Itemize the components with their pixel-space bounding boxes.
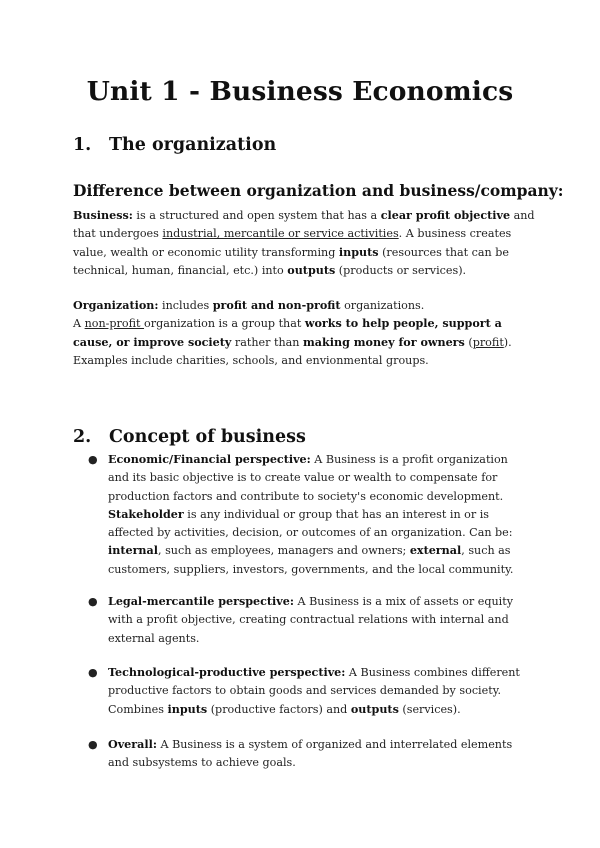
section-1-number: 1. [73,135,92,155]
organization-term: Organization: [73,299,159,312]
bullet-overall [88,736,528,773]
bullet-economic-bold-stakeholder: Stakeholder [108,507,184,521]
bullet-technological-text-1: A Business combines different productive factors to obtain goods and services demanded by society. Combines [108,666,520,716]
organization-paragraph [73,297,543,370]
bullet-technological-bold-outputs: outputs [350,702,399,716]
subheading-difference: Difference between organization and business/company: [73,181,564,200]
business-text-3: . A business creates value, wealth or economic utility transforming [73,227,512,259]
organization-underlined-nonprofit: non-profit [84,317,145,331]
bullet-legal-text: A Business is a mix of assets or equity with a profit objective, creating contractual relations with internal and external agents. [108,595,514,645]
bullet-economic-text-3: , such as employees, managers and owners; [158,544,410,558]
bullet-technological-text-3: (services). [398,702,461,716]
business-bold-outputs: outputs [287,263,336,277]
business-text-4: (resources that can be technical, human, financial, etc.) into [73,245,510,277]
bullet-economic [88,451,528,579]
organization-text-4: organization is a group that [144,317,305,331]
bullet-technological-term: Technological-productive perspective: [108,666,346,679]
bullet-overall-term: Overall: [108,738,157,751]
bullet-technological-bold-inputs: inputs [167,702,208,716]
business-text-5: (products or services). [335,263,467,277]
organization-text-5: rather than [231,335,304,349]
bullet-economic-bold-internal: internal [108,544,158,558]
bullet-dot-icon: ● [88,453,98,466]
bullet-economic-text-4: , such as customers, suppliers, investors, governments, and the local community. [108,544,514,576]
business-text-1: is a structured and open system that has a [132,209,381,222]
bullet-economic-text-1: A Business is a profit organization and its basic objective is to create value or wealth to compensate for production factors and contribute to society's economic development. [108,453,508,503]
bullet-legal-term: Legal-mercantile perspective: [108,595,294,608]
section-2-title: Concept of business [109,427,306,447]
section-1-title: The organization [109,135,277,155]
organization-bold-money: making money for owners [303,335,465,349]
bullet-legal [88,593,528,648]
bullet-overall-text: A Business is a system of organized and interrelated elements and subsystems to achieve goals. [108,738,513,770]
business-term: Business: [73,209,133,222]
organization-bold-profit: profit and non-profit [212,299,341,312]
bullet-economic-bold-external: external [409,544,462,558]
bullet-dot-icon: ● [88,666,98,679]
bullet-technological [88,664,528,719]
business-bold-inputs: inputs [338,245,379,259]
bullet-economic-term: Economic/Financial perspective: [108,453,311,466]
business-bold-profit: clear profit objective [380,209,511,222]
business-paragraph [73,207,543,280]
bullet-economic-text-2: is any individual or group that has an interest in or is affected by activities, decision, or outcomes of an organization. Can be: [108,507,513,540]
organization-text-1: includes [158,299,213,312]
organization-underlined-profit: profit [472,335,504,349]
organization-bold-works: works to help people, support a cause, or improve society [73,317,502,349]
business-underlined-activities: industrial, mercantile or service activities [162,227,399,241]
document-title: Unit 1 - Business Economics [86,76,514,107]
organization-text-3: A [73,317,85,331]
business-text-2: and that undergoes [73,209,535,241]
organization-text-7: ). Examples include charities, schools, and envionmental groups. [73,335,512,367]
bullet-technological-text-2: (productive factors) and [207,702,351,716]
bullet-dot-icon: ● [88,738,98,751]
section-2-number: 2. [73,427,92,447]
organization-text-6: ( [464,335,473,349]
bullet-dot-icon: ● [88,595,98,608]
organization-text-2: organizations. [340,299,425,312]
